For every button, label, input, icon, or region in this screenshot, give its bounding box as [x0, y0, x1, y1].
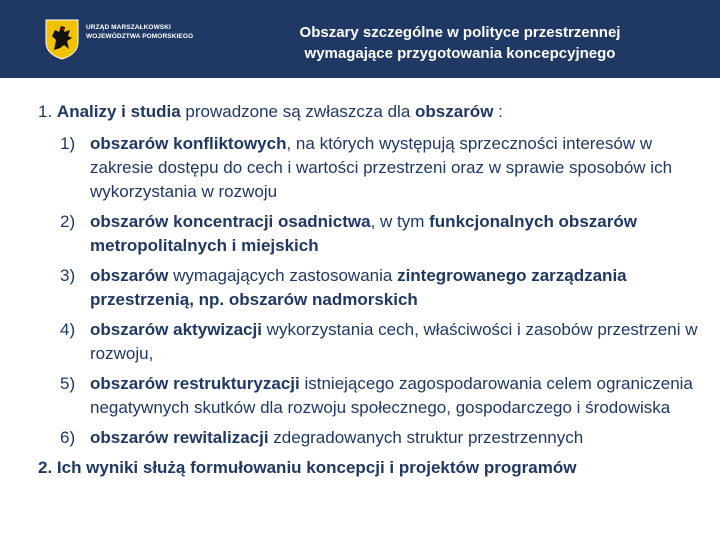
- title-line-1: Obszary szczególne w polityce przestrzennej: [299, 24, 621, 41]
- list-item: [60, 426, 698, 450]
- griffin-crest-icon: [44, 18, 80, 60]
- list-item: [60, 264, 698, 312]
- list-item-text: [90, 132, 698, 204]
- list-item-text: [90, 426, 698, 450]
- list-item-number: 5): [60, 374, 76, 393]
- list-item-number: 6): [60, 428, 76, 447]
- slide-content: [38, 100, 698, 480]
- title-line-2: wymagające przygotowania koncepcyjnego: [304, 45, 616, 62]
- list-item-text: [90, 210, 698, 258]
- logo-text: [86, 23, 193, 41]
- paragraph-1-bold-2: obszarów: [415, 102, 494, 121]
- list-item-bold: obszarów konfliktowych: [90, 134, 287, 153]
- logo-line-1: URZĄD MARSZAŁKOWSKI: [86, 24, 171, 31]
- list-item-number: 2): [60, 212, 76, 231]
- list-item-text: [90, 372, 698, 420]
- list-item-bold: obszarów: [90, 266, 169, 285]
- list-item-number: 3): [60, 266, 76, 285]
- list-item: [60, 210, 698, 258]
- paragraph-1-bold: Analizy i studia: [56, 102, 181, 121]
- list-item-bold: obszarów restrukturyzacji: [90, 374, 300, 393]
- list-item-bold: obszarów rewitalizacji: [90, 428, 269, 447]
- list-item: [60, 132, 698, 204]
- list-item-bold: obszarów koncentracji osadnictwa: [90, 212, 371, 231]
- list-item-plain: zdegradowanych struktur przestrzennych: [268, 428, 584, 447]
- list-item-plain: istniejącego zagospodarowania celem ograniczenia negatywnych skutków dla rozwoju społecznego, gospodarczego i środowiska: [90, 374, 693, 417]
- list-item-plain: , w tym: [370, 212, 430, 231]
- logo-line-2: WOJEWÓDZTWA POMORSKIEGO: [86, 33, 194, 40]
- list-item-plain: wymagających zastosowania: [168, 266, 398, 285]
- list-item-number: 1): [60, 134, 76, 153]
- header-bar: [0, 0, 720, 78]
- paragraph-1-end: :: [493, 102, 503, 121]
- paragraph-1-number: 1.: [38, 102, 53, 121]
- list-item-bold-2: zintegrowanego zarządzania przestrzenią, np. obszarów nadmorskich: [90, 266, 627, 309]
- list-item-text: [90, 264, 698, 312]
- list-item-plain: wykorzystania cech, właściwości i zasobów przestrzeni w rozwoju,: [90, 320, 698, 363]
- paragraph-1: [38, 100, 698, 124]
- logo: [44, 16, 194, 62]
- list-item-bold: obszarów aktywizacji: [90, 320, 262, 339]
- list-item: [60, 372, 698, 420]
- list-item-plain: , na których występują sprzeczności interesów w zakresie dostępu do cech i wartości przestrzeni oraz w sprawie sposobów ich wykorzystania w rozwoju: [90, 134, 673, 201]
- list-item: [60, 318, 698, 366]
- page-title: [240, 22, 680, 64]
- list-item-text: [90, 318, 698, 366]
- list-item-bold-2: funkcjonalnych obszarów metropolitalnych i miejskich: [90, 212, 637, 255]
- paragraph-2: [38, 456, 698, 480]
- paragraph-1-text: prowadzone są zwłaszcza dla: [180, 102, 416, 121]
- list-item-number: 4): [60, 320, 76, 339]
- paragraph-2-bold: 2. Ich wyniki służą formułowaniu koncepcji i projektów programów: [38, 458, 577, 477]
